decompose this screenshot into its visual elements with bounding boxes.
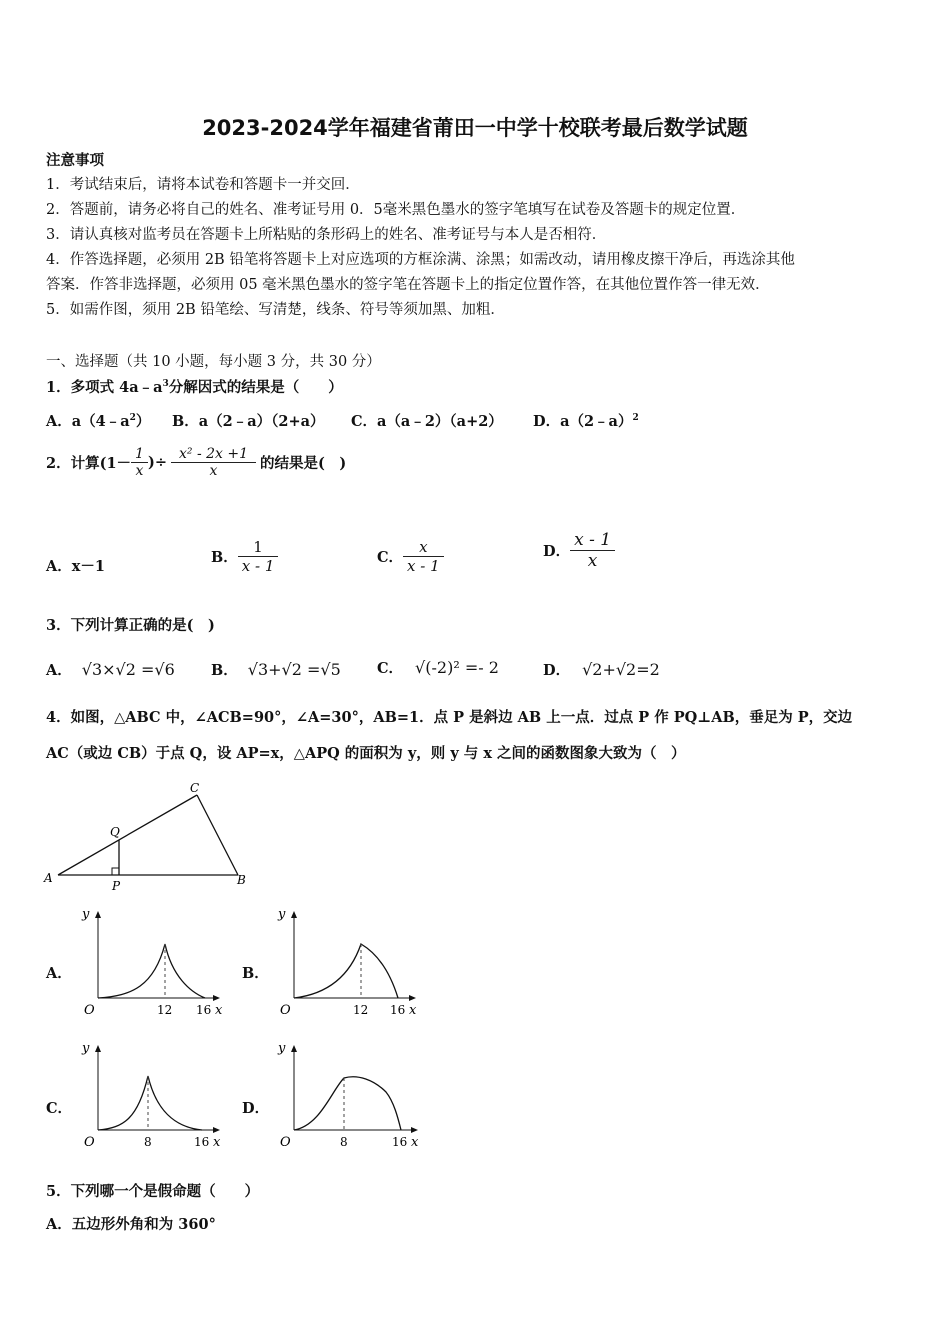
graph-option-b xyxy=(268,906,423,1026)
notice-item: 4．作答选择题，必须用 2B 铅笔将答题卡上对应选项的方框涂满、涂黑；如需改动，请用橡皮擦干净后，再选涂其他 xyxy=(46,252,795,268)
svg-text:O: O xyxy=(84,1003,95,1018)
q2-option-a: A．x－1 xyxy=(46,558,105,575)
q1-stem: 1．多项式 $4a﹣a^3$分解因式的结果是（ ） xyxy=(46,379,343,396)
svg-text:O: O xyxy=(84,1135,95,1150)
fraction-1-over-x: $\frac{1}{x}$ xyxy=(131,446,148,479)
svg-text:12: 12 xyxy=(353,1003,369,1017)
graph-option-a xyxy=(72,906,227,1026)
fraction-polynomial-over-x: $\frac{\text{x² - 2x +1}}{x}$ xyxy=(171,446,256,479)
q2-option-b: B． $\frac{1}{x - 1}$ xyxy=(211,538,278,575)
point-p-label: P xyxy=(112,879,121,893)
q2-option-c: C． $\frac{x}{x - 1}$ xyxy=(377,538,444,575)
svg-text:12: 12 xyxy=(157,1003,173,1017)
q4-option-b-label: B． xyxy=(242,965,269,982)
vertex-a-label: A xyxy=(44,871,53,885)
svg-text:O: O xyxy=(280,1003,291,1018)
svg-text:16: 16 xyxy=(390,1003,406,1017)
vertex-c-label: C xyxy=(190,781,200,795)
svg-text:y: y xyxy=(82,1041,90,1056)
svg-text:x: x xyxy=(411,1135,419,1150)
q4-stem-line1: 4．如图，△ABC 中，∠ACB=90°，∠A=30°，AB=1．点 P 是斜边 AB 上一点．过点 P 作 PQ⊥AB，垂足为 P，交边 xyxy=(46,709,853,726)
graph-option-d xyxy=(268,1040,428,1162)
svg-text:8: 8 xyxy=(144,1135,152,1149)
svg-text:y: y xyxy=(278,1041,286,1056)
svg-text:16: 16 xyxy=(196,1003,212,1017)
q1-option-d: D．a（2﹣a）$^2$ xyxy=(533,413,639,430)
page-title: 2023-2024学年福建省莆田一中学十校联考最后数学试题 xyxy=(202,116,748,140)
q3-stem: 3．下列计算正确的是( ) xyxy=(46,617,215,634)
notice-item: 5．如需作图，须用 2B 铅笔绘、写清楚，线条、符号等须加黑、加粗． xyxy=(46,302,505,318)
svg-text:y: y xyxy=(278,907,286,922)
q5-option-a: A．五边形外角和为 360° xyxy=(46,1216,216,1233)
svg-text:16: 16 xyxy=(194,1135,210,1149)
q1-option-b: B．a（2﹣a）（2+a） xyxy=(172,413,325,430)
q4-option-c-label: C． xyxy=(46,1100,73,1117)
q4-stem-line2: AC（或边 CB）于点 Q，设 AP=x，△APQ 的面积为 y，则 y 与 x 之间的函数图象大致为（ ） xyxy=(46,745,686,762)
q3-option-b: B． √3+√2 =√5 xyxy=(211,660,341,679)
q2-stem: 2．计算(1－ $\frac{1}{x}$ )÷ $\frac{\text{x² - 2x +1}}{x}$ 的结果是( ) xyxy=(46,446,347,479)
triangle-figure xyxy=(40,778,255,896)
notice-item: 答案．作答非选择题，必须用 05 毫米黑色墨水的签字笔在答题卡上的指定位置作答，在其他位置作答一律无效． xyxy=(46,277,770,293)
svg-text:x: x xyxy=(213,1135,221,1150)
svg-text:x: x xyxy=(409,1003,417,1018)
notice-heading: 注意事项 xyxy=(46,152,104,169)
svg-text:O: O xyxy=(280,1135,291,1150)
notice-item: 1．考试结束后，请将本试卷和答题卡一并交回． xyxy=(46,177,360,193)
svg-text:x: x xyxy=(215,1003,223,1018)
section-heading: 一、选择题（共 10 小题，每小题 3 分，共 30 分） xyxy=(46,354,381,370)
svg-text:16: 16 xyxy=(392,1135,408,1149)
notice-item: 3．请认真核对监考员在答题卡上所粘贴的条形码上的姓名、准考证号与本人是否相符． xyxy=(46,227,607,243)
q3-option-a: A． √3×√2 =√6 xyxy=(46,660,175,679)
q3-option-d: D． √2+√2=2 xyxy=(543,660,660,679)
point-q-label: Q xyxy=(110,825,120,839)
svg-text:y: y xyxy=(82,907,90,922)
q1-option-c: C．a（a﹣2）（a+2） xyxy=(351,413,503,430)
q4-option-a-label: A． xyxy=(46,965,72,982)
vertex-b-label: B xyxy=(237,873,246,887)
q4-option-d-label: D． xyxy=(242,1100,270,1117)
notice-item: 2．答题前，请务必将自己的姓名、准考证号用 0．5毫米黑色墨水的签字笔填写在试卷及答题卡的规定位置． xyxy=(46,202,746,218)
q2-option-d: D． $\frac{x - 1}{x}$ xyxy=(543,530,615,571)
graph-option-c xyxy=(72,1040,227,1162)
svg-text:8: 8 xyxy=(340,1135,348,1149)
q5-stem: 5．下列哪一个是假命题（ ） xyxy=(46,1183,260,1200)
q3-option-c: C． √(-2)² =- 2 xyxy=(377,658,499,677)
q1-option-a: A．$a(4﹣a^2)$ xyxy=(46,413,151,430)
